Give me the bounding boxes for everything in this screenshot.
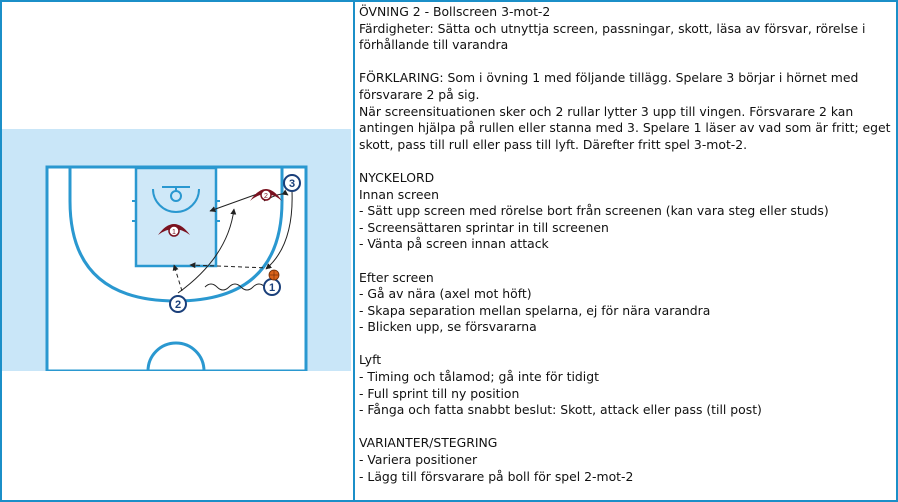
skills-text: Färdigheter: Sätta och utnyttja screen, passningar, skott, läsa av försvar, rörelse i förhållande till varandra <box>359 20 866 53</box>
drill-heading: ÖVNING 2 - Bollscreen 3-mot-2 <box>359 4 551 19</box>
lift-item: - Full sprint till ny position <box>359 385 520 401</box>
variants-item: - Lägg till försvarare på boll för spel 2-mot-2 <box>359 468 634 484</box>
player-3-label: 3 <box>288 178 296 190</box>
court-diagram <box>2 129 351 371</box>
player-3 <box>284 175 300 191</box>
player-2 <box>170 296 186 312</box>
defender-2-label: 2 <box>264 193 268 200</box>
player-1-label: 1 <box>268 282 276 294</box>
player-2-label: 2 <box>174 299 182 311</box>
before-screen-item: - Screensättaren sprintar in till screenen <box>359 219 609 235</box>
column-divider <box>353 0 355 502</box>
paint-area <box>132 168 220 266</box>
lift-title: Lyft <box>359 352 382 368</box>
instructions-text <box>359 4 893 498</box>
before-screen-item: - Vänta på screen innan attack <box>359 236 549 252</box>
after-screen-item: - Blicken upp, se försvararna <box>359 319 537 335</box>
explanation-paragraph-2: När screensituationen sker och 2 rullar lytter 3 upp till vingen. Försvarare 2 kan antingen hjälpa på rullen eller stanna med 3. Spelare 1 läser av vad som är fritt; eget skott, pass till rull eller pass till lyft. Därefter fritt spel 3-mot-2. <box>359 103 891 152</box>
after-screen-title: Efter screen <box>359 269 434 285</box>
variants-item: - Variera positioner <box>359 452 478 468</box>
after-screen-item: - Skapa separation mellan spelarna, ej för nära varandra <box>359 302 711 318</box>
player-1 <box>264 279 280 295</box>
defender-1-label: 1 <box>172 229 176 236</box>
before-screen-item: - Sätt upp screen med rörelse bort från screenen (kan vara steg eller studs) <box>359 203 829 219</box>
basketball-icon <box>269 270 279 280</box>
lift-item: - Timing och tålamod; gå inte för tidigt <box>359 369 599 385</box>
lift-item: - Fånga och fatta snabbt beslut: Skott, attack eller pass (till post) <box>359 402 762 418</box>
explanation-paragraph-1: FÖRKLARING: Som i övning 1 med följande tillägg. Spelare 3 börjar i hörnet med försvarare 2 på sig. <box>359 70 859 102</box>
keywords-title: NYCKELORD <box>359 169 435 185</box>
court-svg <box>2 129 351 371</box>
variants-title: VARIANTER/STEGRING <box>359 435 498 451</box>
before-screen-title: Innan screen <box>359 186 439 202</box>
after-screen-item: - Gå av nära (axel mot höft) <box>359 286 532 302</box>
